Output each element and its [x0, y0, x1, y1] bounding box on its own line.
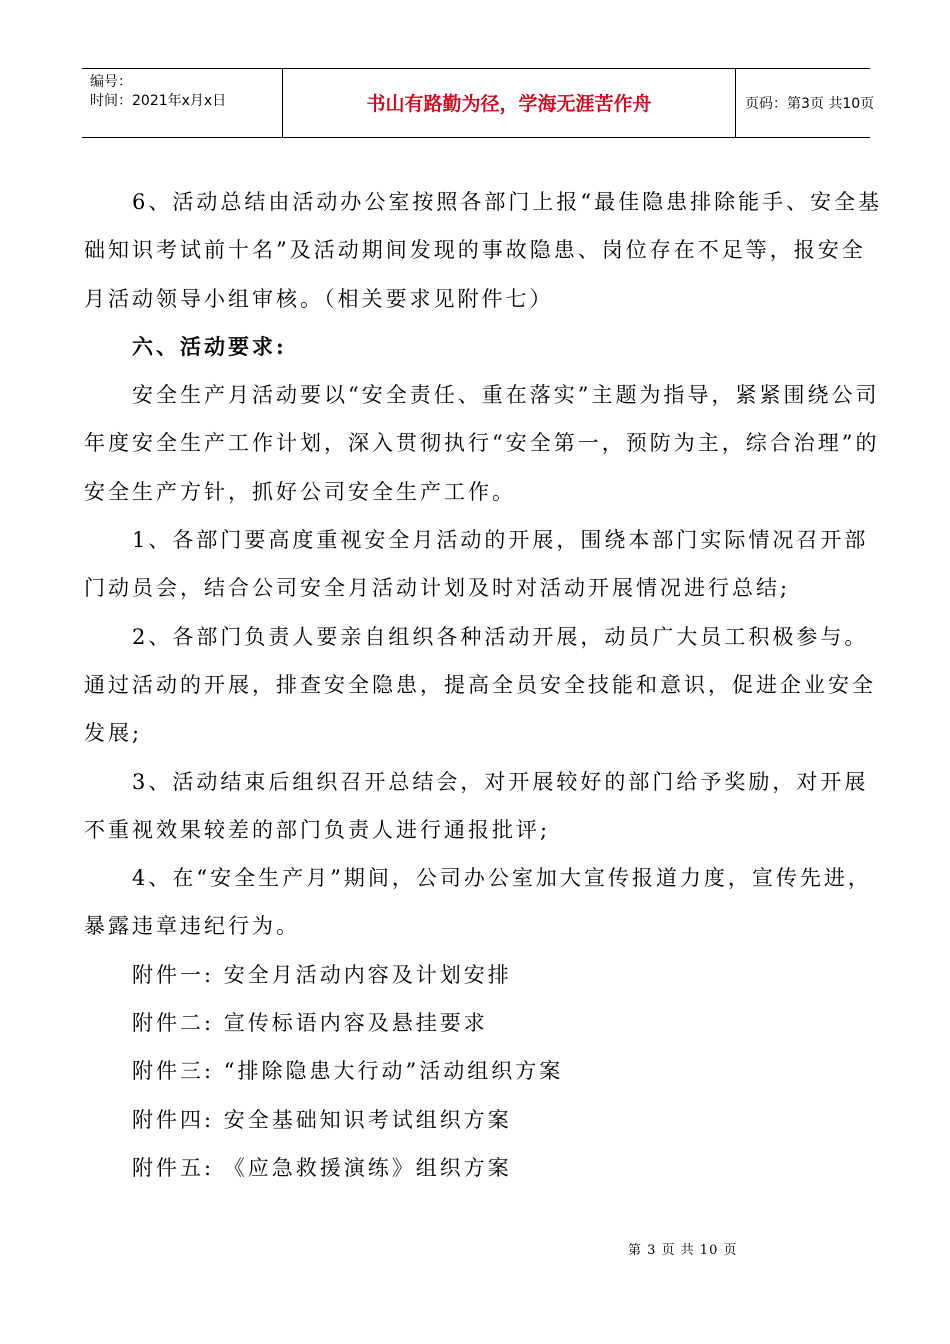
time-label: 时间：2021年x月x日 — [90, 93, 227, 109]
section-heading-requirements: 六、活动要求: — [132, 333, 287, 359]
header-motto-cell — [282, 69, 736, 137]
header-info-cell — [82, 69, 282, 137]
page-label: 页码：第3页 共10页 — [745, 96, 875, 112]
attachment-1: 附件一: 安全月活动内容及计划安排 — [132, 962, 512, 987]
motto-text: 书山有路勤为径，学海无涯苦作舟 — [366, 93, 652, 115]
attachment-2: 附件二: 宣传标语内容及悬挂要求 — [132, 1011, 488, 1036]
attachment-4: 附件四: 安全基础知识考试组织方案 — [132, 1107, 512, 1132]
document-body — [84, 178, 884, 1192]
paragraph-item4: 4、在“安全生产月”期间，公司办公室加大宣传报道力度，宣传先进，暴露违章违纪行为。 — [84, 866, 872, 939]
paragraph-item2: 2、各部门负责人要亲自组织各种活动开展，动员广大员工积极参与。通过活动的开展，排查安全隐患，提高全员安全技能和意识，促进企业安全发展; — [84, 624, 876, 746]
attachment-3: 附件三: “排除隐患大行动”活动组织方案 — [132, 1059, 564, 1084]
paragraph-item3: 3、活动结束后组织召开总结会，对开展较好的部门给予奖励，对开展不重视效果较差的部门负责人进行通报批评; — [84, 769, 869, 842]
paragraph-intro: 安全生产月活动要以“安全责任、重在落实”主题为指导，紧紧围绕公司年度安全生产工作计划，深入贯彻执行“安全第一，预防为主，综合治理”的安全生产方针，抓好公司安全生产工作。 — [84, 383, 880, 504]
number-label: 编号： — [90, 74, 132, 90]
header-page-cell — [735, 69, 875, 137]
paragraph-item1: 1、各部门要高度重视安全月活动的开展，围绕本部门实际情况召开部门动员会，结合公司安全月活动计划及时对活动开展情况进行总结; — [84, 528, 869, 601]
attachment-5: 附件五: 《应急救援演练》组织方案 — [132, 1155, 512, 1180]
header-table — [82, 68, 875, 138]
paragraph-item6: 6、活动总结由活动办公室按照各部门上报“最佳隐患排除能手、安全基础知识考试前十名”及活动期间发现的事故隐患、岗位存在不足等，报安全月活动领导小组审核。（相关要求见附件七） — [84, 190, 883, 311]
page-footer: 第 3 页 共 10 页 — [628, 1243, 738, 1258]
